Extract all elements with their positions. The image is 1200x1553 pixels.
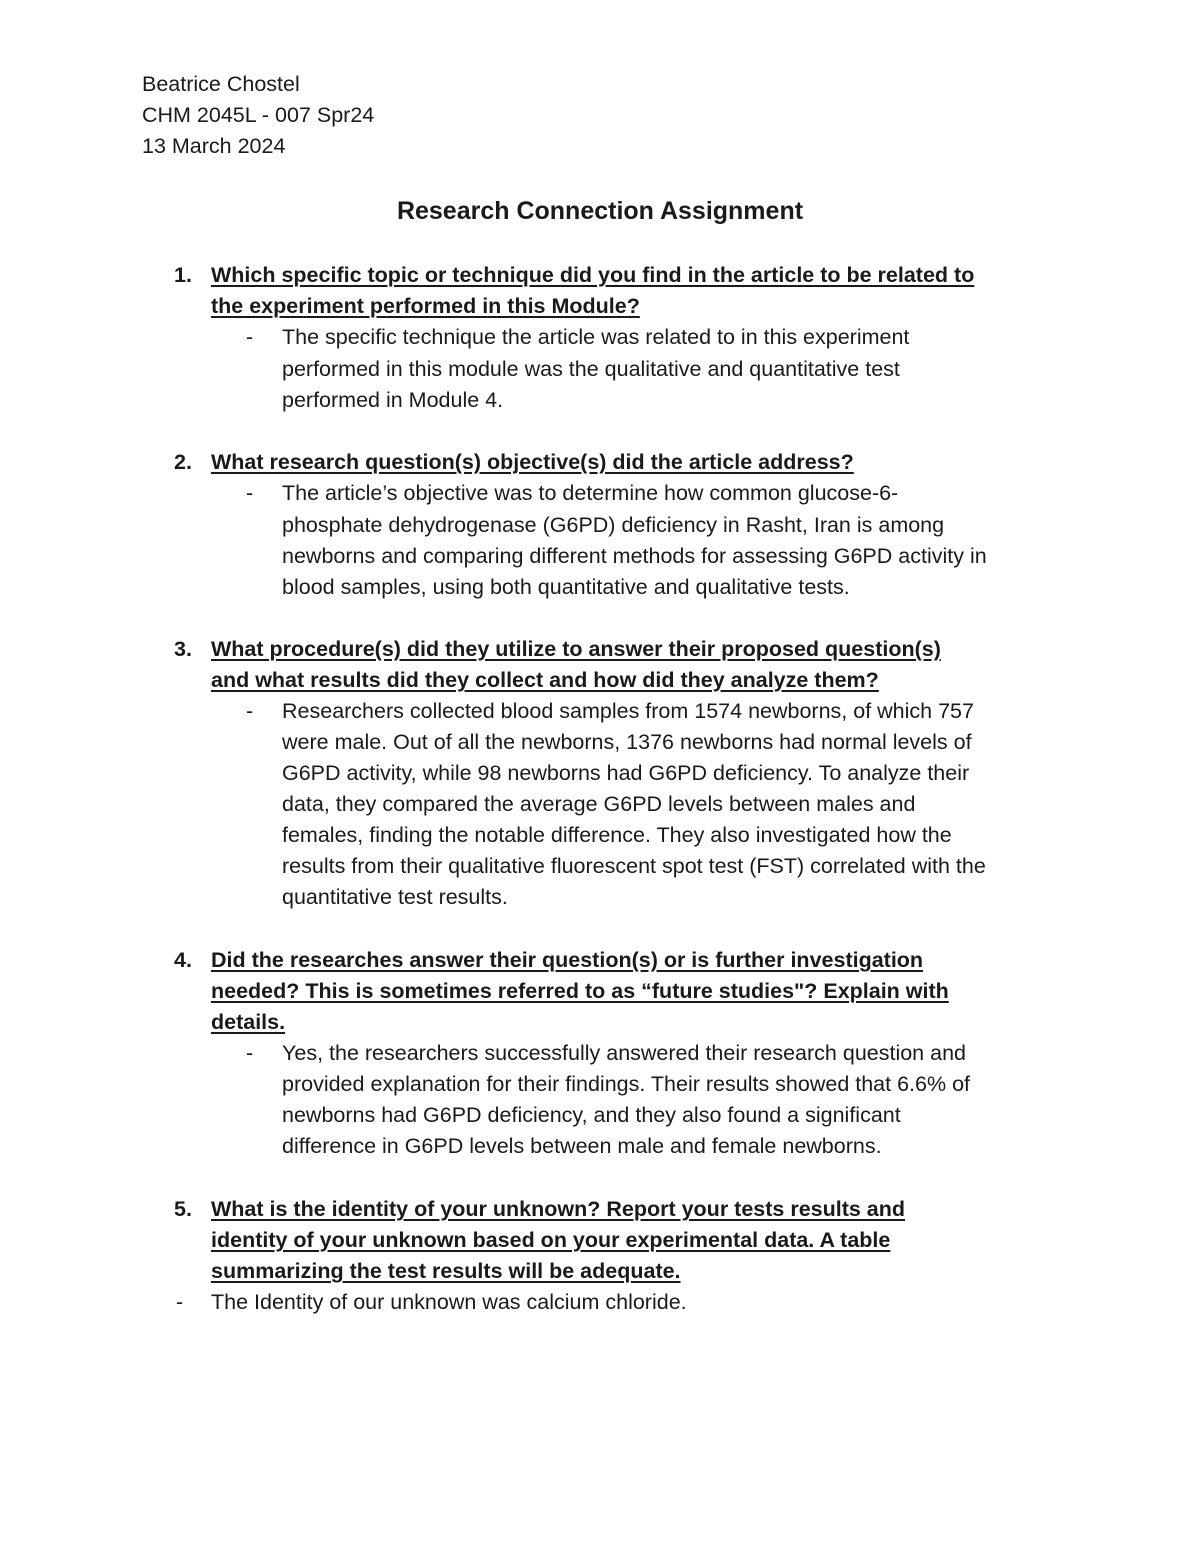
bullet-dash: - [246, 1041, 254, 1065]
answer-text-line: G6PD activity, while 98 newborns had G6PD deficiency. To analyze their [282, 761, 970, 785]
document-date: 13 March 2024 [142, 134, 286, 158]
answer-text-line: provided explanation for their findings. Their results showed that 6.6% of [282, 1072, 970, 1096]
question-text-line: and what results did they collect and how did they analyze them? [211, 668, 879, 692]
question-text-line: What is the identity of your unknown? Report your tests results and [211, 1197, 906, 1221]
question-text-line: What procedure(s) did they utilize to answer their proposed question(s) [211, 637, 941, 661]
question-number: 2. [174, 450, 192, 474]
answer-text-line: phosphate dehydrogenase (G6PD) deficiency in Rasht, Iran is among [282, 513, 945, 537]
answer-text-line: data, they compared the average G6PD levels between males and [282, 792, 916, 816]
answer-text-line: quantitative test results. [282, 885, 508, 909]
answer-text-line: newborns and comparing different methods for assessing G6PD activity in [282, 544, 987, 568]
question-text-line: details. [211, 1010, 286, 1034]
author-name: Beatrice Chostel [142, 72, 300, 96]
answer-text-line: newborns had G6PD deficiency, and they also found a significant [282, 1103, 901, 1127]
answer-text-line: results from their qualitative fluorescent spot test (FST) correlated with the [282, 854, 986, 878]
question-number: 5. [174, 1197, 192, 1221]
question-text-line: identity of your unknown based on your experimental data. A table [211, 1228, 891, 1252]
bullet-dash: - [246, 325, 254, 349]
answer-text-line: difference in G6PD levels between male and female newborns. [282, 1134, 882, 1158]
answer-text-line: Yes, the researchers successfully answered their research question and [282, 1041, 966, 1065]
bullet-dash: - [246, 481, 254, 505]
question-text-line: needed? This is sometimes referred to as “future studies"? Explain with [211, 979, 949, 1003]
answer-text-line: The article’s objective was to determine how common glucose-6- [282, 481, 899, 505]
answer-text-line: performed in this module was the qualitative and quantitative test [282, 357, 900, 381]
answer-text-line: blood samples, using both quantitative and qualitative tests. [282, 575, 850, 599]
question-text-line: summarizing the test results will be adequate. [211, 1259, 681, 1283]
answer-text-line: The Identity of our unknown was calcium chloride. [211, 1290, 687, 1314]
bullet-dash: - [176, 1290, 184, 1314]
answer-text-line: performed in Module 4. [282, 388, 504, 412]
question-text-line: the experiment performed in this Module? [211, 294, 640, 318]
answer-text-line: females, finding the notable difference. They also investigated how the [282, 823, 952, 847]
question-number: 1. [174, 263, 192, 287]
question-text-line: What research question(s) objective(s) did the article address? [211, 450, 854, 474]
answer-text-line: The specific technique the article was related to in this experiment [282, 325, 910, 349]
question-number: 3. [174, 637, 192, 661]
question-number: 4. [174, 948, 192, 972]
document-title: Research Connection Assignment [396, 197, 804, 225]
answer-text-line: were male. Out of all the newborns, 1376 newborns had normal levels of [282, 730, 972, 754]
answer-text-line: Researchers collected blood samples from 1574 newborns, of which 757 [282, 699, 974, 723]
question-text-line: Which specific topic or technique did you find in the article to be related to [211, 263, 975, 287]
question-text-line: Did the researches answer their question(s) or is further investigation [211, 948, 924, 972]
course-code: CHM 2045L - 007 Spr24 [142, 103, 375, 127]
bullet-dash: - [246, 699, 254, 723]
